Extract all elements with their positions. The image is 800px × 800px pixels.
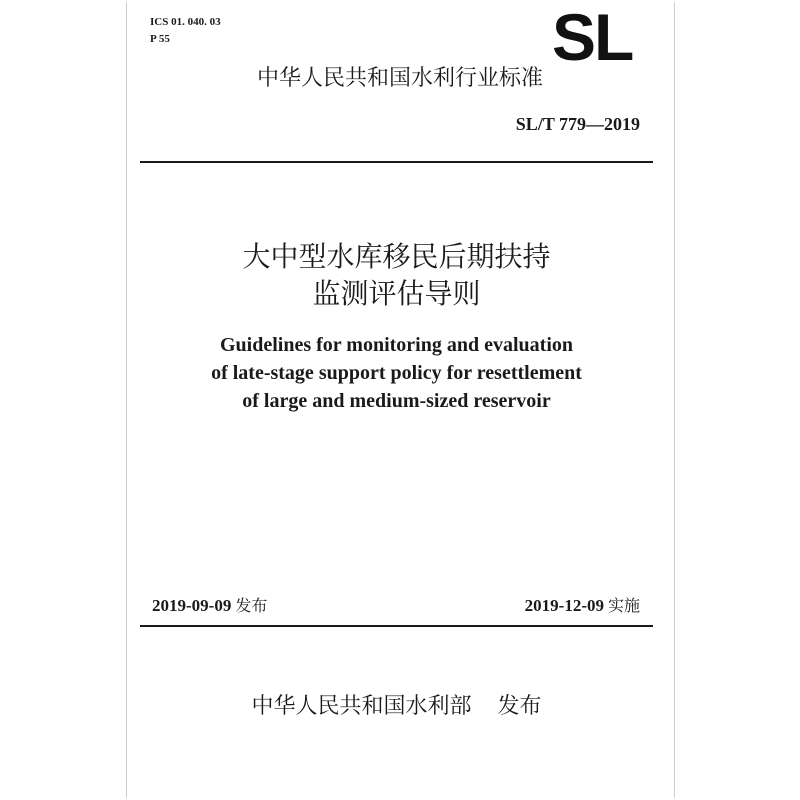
implementation-label: 实施 (607, 596, 640, 615)
ics-code: ICS 01. 040. 03 (150, 16, 221, 28)
implementation-date: 2019-12-09 (524, 596, 604, 615)
publish-label: 发布 (497, 694, 542, 719)
title-chinese-line2: 监测评估导则 (312, 277, 481, 310)
issue-date-row (152, 594, 267, 618)
implementation-date-row (525, 594, 640, 618)
issue-date: 2019-09-09 (152, 596, 232, 615)
top-divider (140, 161, 653, 163)
classification-codes (150, 14, 221, 48)
category-code: P 55 (150, 33, 170, 45)
standard-number: SL/T 779—2019 (515, 114, 640, 134)
publisher-name: 中华人民共和国水利部 (251, 694, 472, 719)
bottom-divider (140, 625, 653, 627)
publisher-line (140, 692, 653, 722)
title-chinese-line1: 大中型水库移民后期扶持 (242, 240, 551, 273)
standard-type: 中华人民共和国水利行业标准 (257, 66, 544, 91)
title-english-line2: of late-stage support policy for resettlement (211, 362, 582, 384)
title-english-line1: Guidelines for monitoring and evaluation (219, 334, 573, 356)
sl-logo: SL (552, 0, 633, 74)
title-english-line3: of large and medium-sized reservoir (242, 390, 551, 412)
issue-label: 发布 (235, 596, 268, 615)
